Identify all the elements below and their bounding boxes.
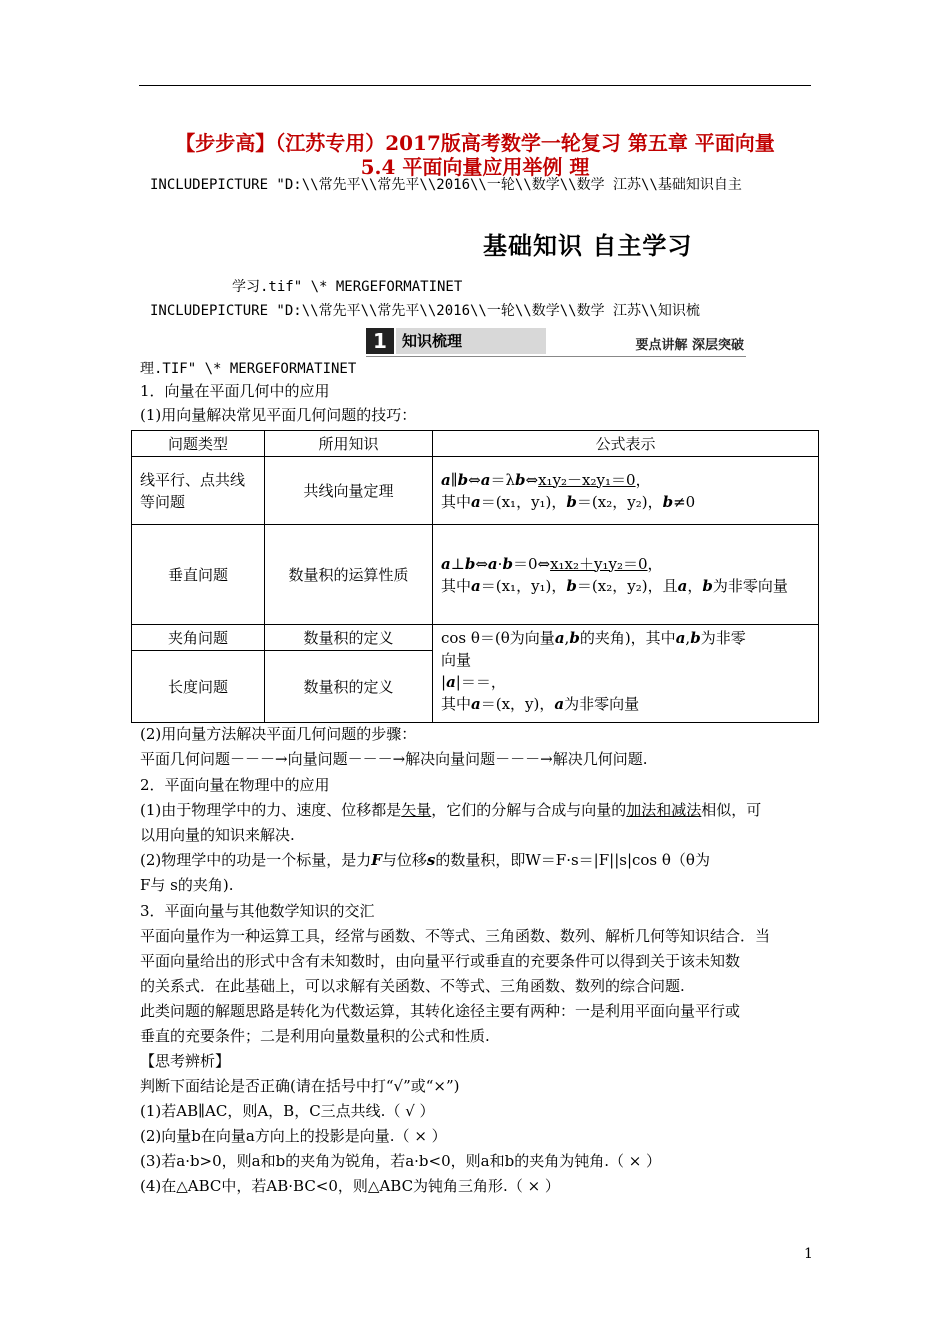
table-cell-type: 夹角问题 <box>132 625 265 651</box>
banner-label: 知识梳理 <box>396 328 546 354</box>
section-1-heading: 1．向量在平面几何中的应用 <box>140 382 330 400</box>
think-intro: 判断下面结论是否正确(请在括号中打“√”或“×”) <box>140 1077 460 1095</box>
section-3-p4: 此类问题的解题思路是转化为代数运算，其转化途径主要有两种：一是利用平面向量平行或 <box>140 1002 741 1020</box>
table-row <box>132 457 819 525</box>
formula-line: cos θ＝(θ为向量a,b的夹角)，其中a,b为非零 <box>441 629 746 647</box>
table-cell-knowledge: 数量积的运算性质 <box>265 525 433 625</box>
table-header-cell: 所用知识 <box>265 431 433 457</box>
formula-line: a⊥b⇔a·b＝0⇔x₁x₂＋y₁y₂＝0， <box>441 554 663 573</box>
table-row <box>132 625 819 651</box>
think-item: (2)向量b在向量a方向上的投影是向量.（ × ） <box>140 1127 447 1145</box>
section-3-p3: 的关系式．在此基础上，可以求解有关函数、不等式、三角函数、数列的综合问题. <box>140 977 685 995</box>
perpendicular-condition: x₁x₂＋y₁y₂＝0 <box>550 554 648 573</box>
section-3-heading: 3．平面向量与其他数学知识的交汇 <box>140 902 375 920</box>
formula-line: 其中a＝(x，y)，a为非零向量 <box>441 695 640 713</box>
formula-line: |a|＝＝， <box>441 673 506 691</box>
think-item: (4)在△ABC中，若AB·BC<0，则△ABC为钝角三角形.（ × ） <box>140 1177 560 1195</box>
header-rule <box>139 85 811 86</box>
section-3-p2: 平面向量给出的形式中含有未知数时，由向量平行或垂直的充要条件可以得到关于该未知数 <box>140 952 741 970</box>
section-2-p2-l2: F与 s的夹角). <box>140 876 234 894</box>
section-2-p1: (1)由于物理学中的力、速度、位移都是矢量，它们的分解与合成与向量的加法和减法相似，可 <box>140 801 762 819</box>
formula-line: 向量 <box>441 651 472 669</box>
section-title: 基础知识 自主学习 <box>483 232 693 260</box>
steps-line: 平面几何问题－－－→向量问题－－－→解决向量问题－－－→解决几何问题. <box>140 750 648 768</box>
includepicture-field-1: INCLUDEPICTURE "D:\\常先平\\常先平\\2016\\一轮\\数学\\数学 江苏\\基础知识自主 <box>150 177 742 193</box>
formula-line: a∥b⇔a＝λb⇔x₁y₂－x₂y₁＝0， <box>441 470 651 489</box>
includepicture-field-2-cont: 理.TIF" \* MERGEFORMATINET <box>140 361 357 377</box>
steps-sub2: (2)用向量方法解决平面几何问题的步骤： <box>140 725 417 743</box>
table-cell-knowledge: 数量积的定义 <box>265 651 433 723</box>
table-cell-type: 长度问题 <box>132 651 265 723</box>
table-cell-type <box>132 457 265 525</box>
section-3-p5: 垂直的充要条件；二是利用向量数量积的公式和性质. <box>140 1027 490 1045</box>
table-header-row <box>132 431 819 457</box>
table-cell-formula <box>433 457 819 525</box>
type-line: 等问题 <box>140 492 186 511</box>
section-1-sub1: (1)用向量解决常见平面几何问题的技巧： <box>140 406 417 424</box>
table-header-cell: 公式表示 <box>433 431 819 457</box>
banner-number: 1 <box>366 328 394 354</box>
think-heading: 【思考辨析】 <box>140 1052 231 1070</box>
vector-geometry-table <box>131 430 819 723</box>
think-item: (3)若a·b>0，则a和b的夹角为锐角，若a·b<0，则a和b的夹角为钝角.（ × ） <box>140 1152 662 1170</box>
section-2-p1-l2: 以用向量的知识来解决. <box>140 826 295 844</box>
formula-line: 其中a＝(x₁，y₁)，b＝(x₂，y₂)，b≠0 <box>441 492 696 511</box>
parallel-condition: x₁y₂－x₂y₁＝0 <box>538 470 636 489</box>
banner-subtitle: 要点讲解 深层突破 <box>635 338 744 353</box>
table-row <box>132 525 819 625</box>
section-3-p1: 平面向量作为一种运算工具，经常与函数、不等式、三角函数、数列、解析几何等知识结合．当 <box>140 927 771 945</box>
doc-title-line1: 【步步高】（江苏专用）2017版高考数学一轮复习 第五章 平面向量 <box>175 131 775 155</box>
table-header-cell: 问题类型 <box>132 431 265 457</box>
type-line: 线平行、点共线 <box>140 470 246 489</box>
table-cell-formula <box>433 525 819 625</box>
knowledge-banner <box>366 326 746 357</box>
table-cell-knowledge: 数量积的定义 <box>265 625 433 651</box>
table-cell-formula <box>433 625 819 723</box>
table-cell-type: 垂直问题 <box>132 525 265 625</box>
table-cell-knowledge: 共线向量定理 <box>265 457 433 525</box>
formula-line: 其中a＝(x₁，y₁)，b＝(x₂，y₂)，且a，b为非零向量 <box>441 576 788 595</box>
includepicture-field-1-cont: 学习.tif" \* MERGEFORMATINET <box>232 279 463 295</box>
doc-title-line2: 5.4 平面向量应用举例 理 <box>360 155 590 179</box>
page-number: 1 <box>804 1246 813 1262</box>
think-item: (1)若AB∥AC，则A，B，C三点共线.（ √ ） <box>140 1102 435 1120</box>
section-2-heading: 2．平面向量在物理中的应用 <box>140 776 330 794</box>
includepicture-field-2: INCLUDEPICTURE "D:\\常先平\\常先平\\2016\\一轮\\数学\\数学 江苏\\知识梳 <box>150 303 700 319</box>
section-2-p2: (2)物理学中的功是一个标量，是力F与位移s的数量积，即W＝F·s＝|F||s|cos θ（θ为 <box>140 851 710 869</box>
